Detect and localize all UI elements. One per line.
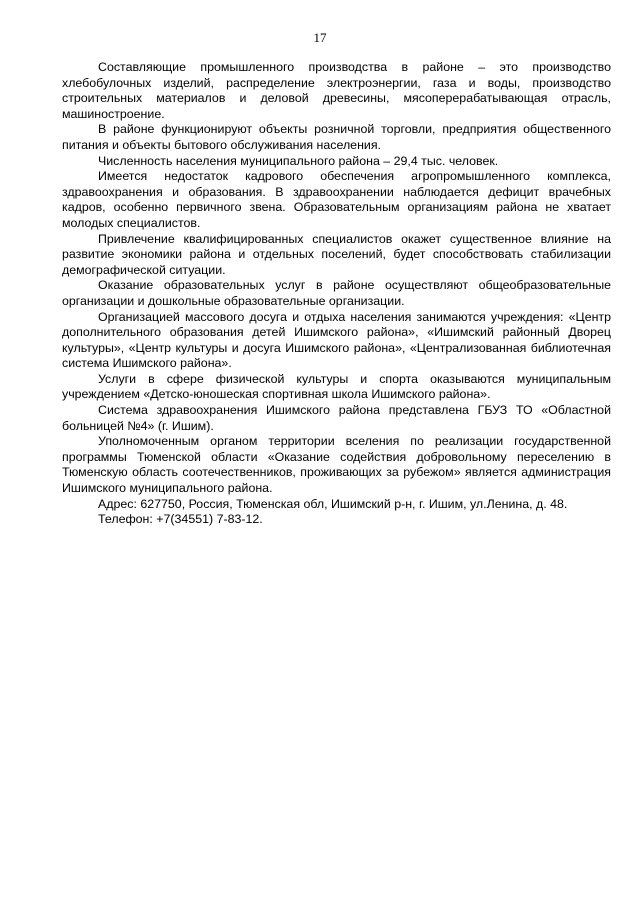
paragraph-leisure: Организацией массового досуга и отдыха населения занимаются учреждения: «Центр дополнительного образования детей Ишимского района», «Ишимский районный Дворец культуры», «Центр культуры и досуга Ишимского района», «Централизованная библиотечная система Ишимского района». <box>62 309 611 371</box>
paragraph-retail: В районе функционируют объекты розничной торговли, предприятия общественного питания и объекты бытового обслуживания населения. <box>62 122 611 152</box>
paragraph-authority: Уполномоченным органом территории вселения по реализации государственной программы Тюменской области «Оказание содействия добровольному переселению в Тюменскую область соотечественников, проживающих за рубежом» является администрация Ишимского муниципального района. <box>62 434 611 496</box>
paragraph-staff-shortage: Имеется недостаток кадрового обеспечения агропромышленного комплекса, здравоохранения и образования. В здравоохранении наблюдается дефицит врачебных кадров, особенно первичного звена. Образовательным организациям района не хватает молодых специалистов. <box>62 169 611 230</box>
paragraph-phone: Телефон: +7(34551) 7-83-12. <box>98 512 263 527</box>
page-number: 17 <box>313 30 327 45</box>
paragraph-healthcare: Система здравоохранения Ишимского района представлена ГБУЗ ТО «Областной больницей №4» (г. Ишим). <box>62 403 611 433</box>
paragraph-sport: Услуги в сфере физической культуры и спорта оказываются муниципальным учреждением «Детско-юношеская спортивная школа Ишимского района». <box>62 371 611 402</box>
paragraph-population: Численность населения муниципального района – 29,4 тыс. человек. <box>98 153 499 168</box>
paragraph-industry: Составляющие промышленного производства в районе – это производство хлебобулочных изделий, распределение электроэнергии, газа и воды, производство строительных материалов и деловой древесины, мясоперерабатывающая отрасль, машиностроение. <box>62 60 611 121</box>
paragraph-address: Адрес: 627750, Россия, Тюменская обл, Ишимский р-н, г. Ишим, ул.Ленина, д. 48. <box>98 496 568 511</box>
document-body <box>62 60 611 528</box>
paragraph-education: Оказание образовательных услуг в районе осуществляют общеобразовательные организации и дошкольные образовательные организации. <box>62 278 611 308</box>
paragraph-specialists: Привлечение квалифицированных специалистов окажет существенное влияние на развитие экономики района и отдельных поселений, будет способствовать стабилизации демографической ситуации. <box>62 231 611 277</box>
